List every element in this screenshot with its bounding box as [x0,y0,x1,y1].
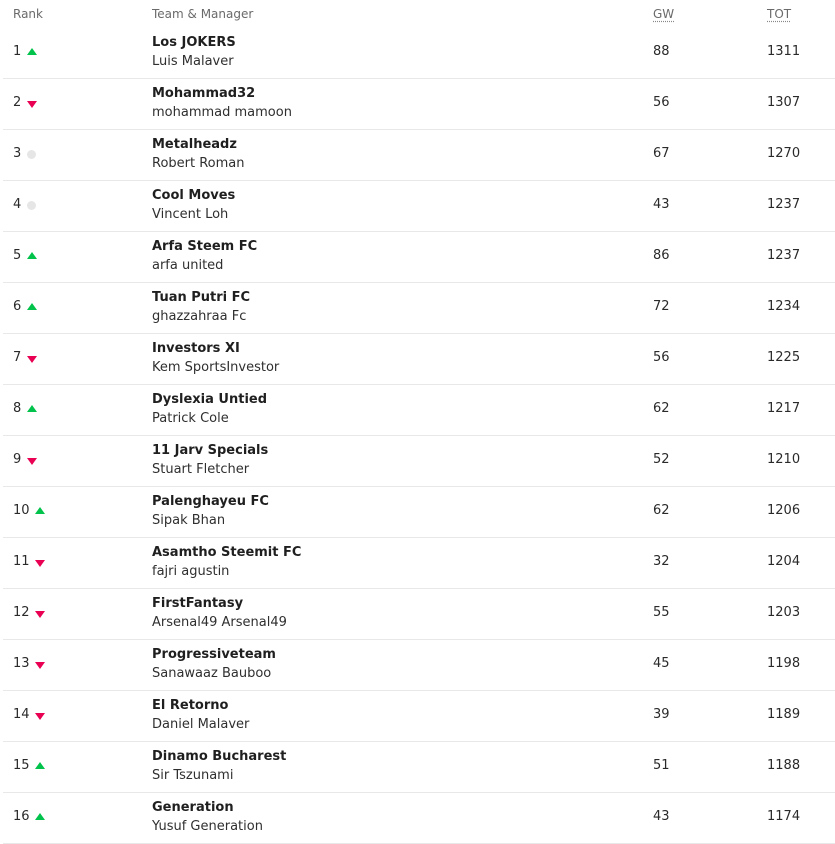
total-points: 1203 [767,605,801,620]
table-row [3,385,835,436]
tot-column-header[interactable]: TOT [767,7,792,21]
table-row [3,181,835,232]
rank-down-arrow-icon [35,713,45,720]
manager-name: Luis Malaver [152,54,234,69]
rank-number: 14 [13,707,30,722]
rank-number: 3 [13,146,22,161]
manager-name: Yusuf Generation [152,819,263,834]
rank-number: 15 [13,758,30,773]
team-name-link[interactable]: Progressiveteam [152,647,276,662]
rank-number: 13 [13,656,30,671]
rank-number: 6 [13,299,22,314]
rank-number: 11 [13,554,30,569]
table-row [3,334,835,385]
total-points: 1174 [767,809,801,824]
rank-number: 2 [13,95,22,110]
manager-name: Kem SportsInvestor [152,360,280,375]
gameweek-points: 67 [653,146,670,161]
manager-name: Robert Roman [152,156,245,171]
gameweek-points: 88 [653,44,670,59]
total-points: 1217 [767,401,801,416]
manager-name: Daniel Malaver [152,717,250,732]
gameweek-points: 52 [653,452,670,467]
rank-down-arrow-icon [27,458,37,465]
team-name-link[interactable]: Palenghayeu FC [152,494,269,509]
manager-name: fajri agustin [152,564,230,579]
table-row [3,538,835,589]
manager-name: ghazzahraa Fc [152,309,247,324]
total-points: 1234 [767,299,801,314]
gameweek-points: 51 [653,758,670,773]
rank-number: 9 [13,452,22,467]
manager-name: Sipak Bhan [152,513,226,528]
team-name-link[interactable]: FirstFantasy [152,596,244,611]
manager-name: Sanawaaz Bauboo [152,666,272,681]
rank-down-arrow-icon [35,611,45,618]
rank-up-arrow-icon [35,813,45,820]
team-name-link[interactable]: Dinamo Bucharest [152,749,287,764]
manager-name: Stuart Fletcher [152,462,250,477]
team-name-link[interactable]: Los JOKERS [152,35,236,50]
manager-name: mohammad mamoon [152,105,292,120]
team-name-link[interactable]: Dyslexia Untied [152,392,268,407]
gameweek-points: 62 [653,401,670,416]
rank-number: 10 [13,503,30,518]
team-name-link[interactable]: Generation [152,800,234,815]
table-row [3,589,835,640]
rank-down-arrow-icon [27,356,37,363]
table-row [3,436,835,487]
rank-unchanged-dot-icon [27,150,36,159]
total-points: 1270 [767,146,801,161]
rank-up-arrow-icon [27,252,37,259]
table-row [3,793,835,844]
gameweek-points: 56 [653,350,670,365]
gameweek-points: 43 [653,809,670,824]
manager-name: Vincent Loh [152,207,229,222]
gameweek-points: 55 [653,605,670,620]
table-row [3,742,835,793]
table-row [3,130,835,181]
rank-unchanged-dot-icon [27,201,36,210]
total-points: 1189 [767,707,801,722]
team-name-link[interactable]: Arfa Steem FC [152,239,258,254]
rank-number: 7 [13,350,22,365]
team-name-link[interactable]: Tuan Putri FC [152,290,251,305]
rank-down-arrow-icon [35,662,45,669]
total-points: 1307 [767,95,801,110]
total-points: 1311 [767,44,801,59]
team-name-link[interactable]: Cool Moves [152,188,236,203]
gameweek-points: 62 [653,503,670,518]
team-name-link[interactable]: Investors XI [152,341,240,356]
rank-up-arrow-icon [27,303,37,310]
rank-column-header: Rank [13,7,43,21]
gameweek-points: 39 [653,707,670,722]
gameweek-points: 86 [653,248,670,263]
rank-down-arrow-icon [27,101,37,108]
gw-column-header[interactable]: GW [653,7,675,21]
total-points: 1237 [767,248,801,263]
table-header [0,0,835,28]
rank-number: 12 [13,605,30,620]
total-points: 1204 [767,554,801,569]
manager-name: Sir Tszunami [152,768,234,783]
rank-up-arrow-icon [27,405,37,412]
team-name-link[interactable]: Asamtho Steemit FC [152,545,302,560]
rank-number: 4 [13,197,22,212]
table-row [3,640,835,691]
rank-down-arrow-icon [35,560,45,567]
team-name-link[interactable]: Metalheadz [152,137,237,152]
team-name-link[interactable]: 11 Jarv Specials [152,443,269,458]
gameweek-points: 43 [653,197,670,212]
table-row [3,283,835,334]
table-row [3,691,835,742]
rank-number: 5 [13,248,22,263]
rank-number: 16 [13,809,30,824]
gameweek-points: 32 [653,554,670,569]
total-points: 1198 [767,656,801,671]
rank-number: 1 [13,44,22,59]
team-name-link[interactable]: El Retorno [152,698,229,713]
total-points: 1237 [767,197,801,212]
table-row [3,79,835,130]
total-points: 1188 [767,758,801,773]
team-name-link[interactable]: Mohammad32 [152,86,256,101]
gameweek-points: 56 [653,95,670,110]
rank-up-arrow-icon [35,762,45,769]
total-points: 1210 [767,452,801,467]
team-manager-column-header: Team & Manager [152,7,254,21]
rank-number: 8 [13,401,22,416]
table-row [3,232,835,283]
table-row [3,487,835,538]
manager-name: Patrick Cole [152,411,229,426]
manager-name: Arsenal49 Arsenal49 [152,615,287,630]
rank-up-arrow-icon [35,507,45,514]
total-points: 1206 [767,503,801,518]
total-points: 1225 [767,350,801,365]
table-body [0,28,835,844]
gameweek-points: 45 [653,656,670,671]
table-row [3,28,835,79]
gameweek-points: 72 [653,299,670,314]
manager-name: arfa united [152,258,224,273]
rank-up-arrow-icon [27,48,37,55]
